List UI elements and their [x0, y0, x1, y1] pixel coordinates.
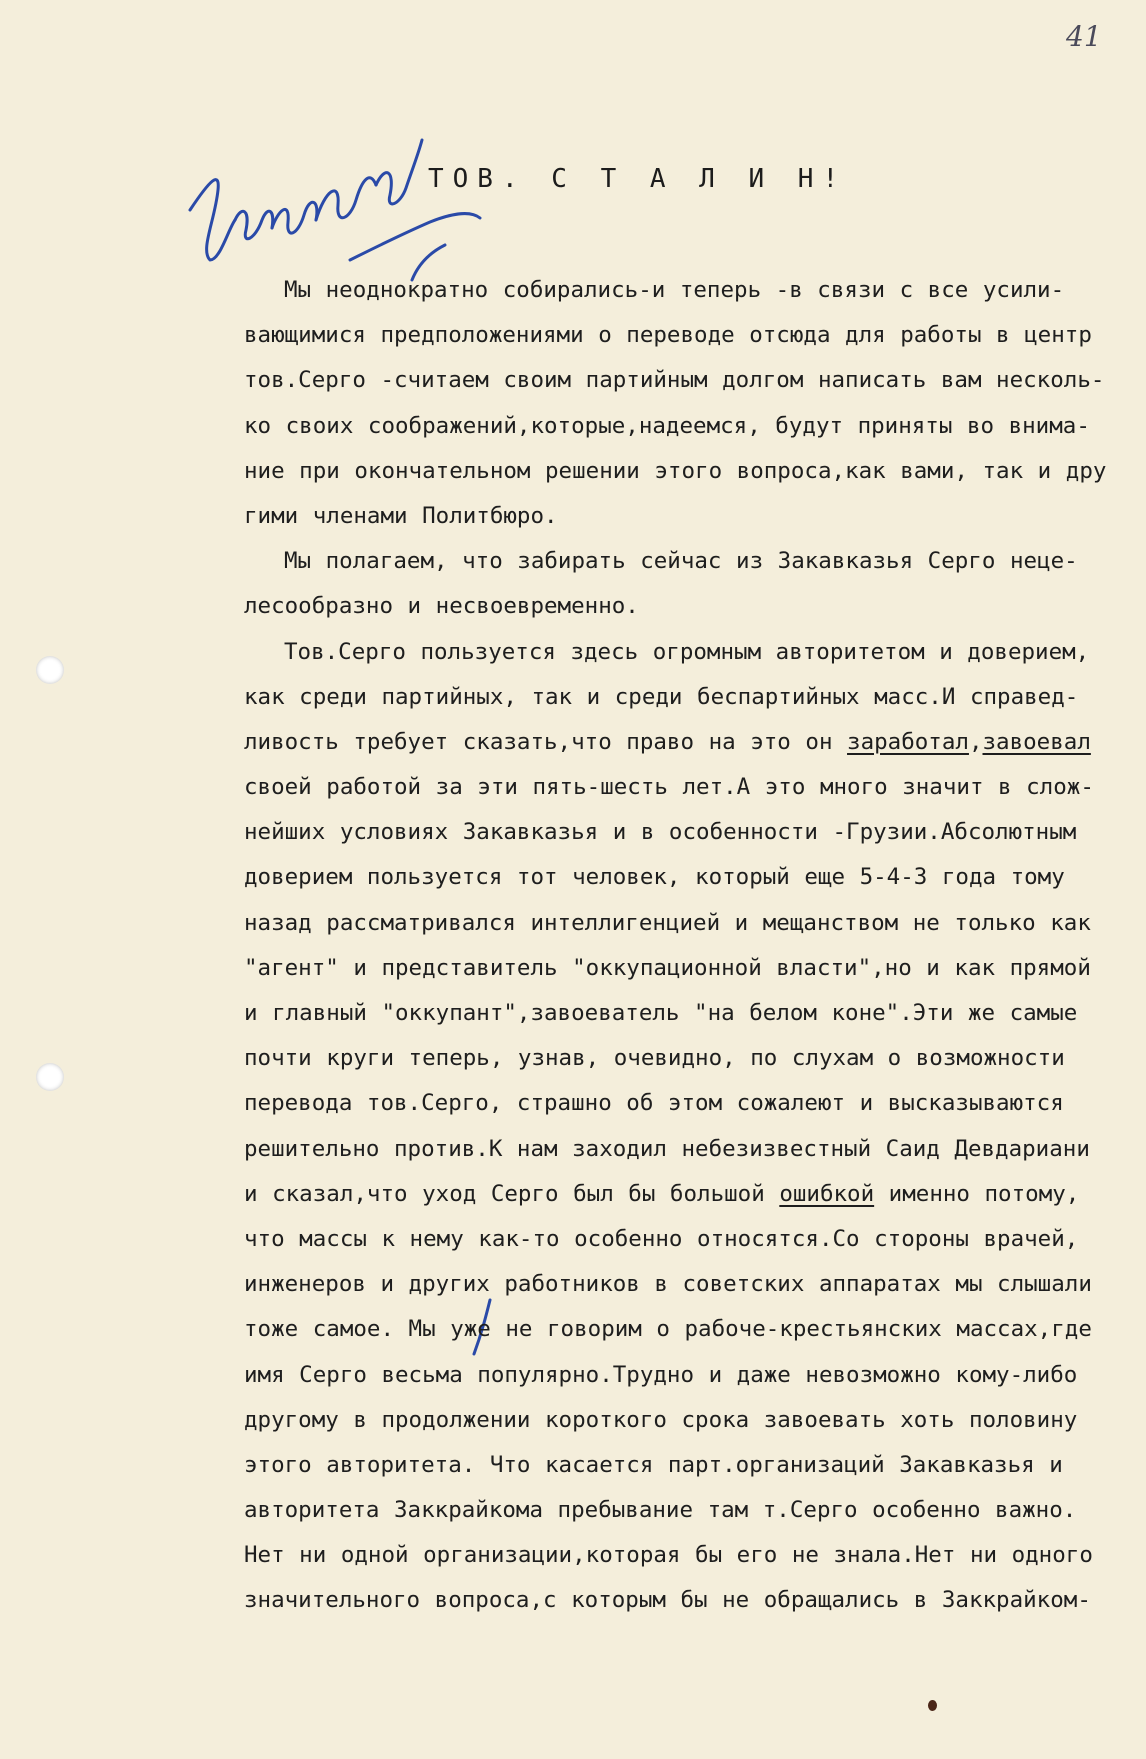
- text-line: что массы к нему как-то особенно относятся.Со стороны врачей,: [244, 1225, 1079, 1252]
- text-line: Нет ни одной организации,которая бы его не знала.Нет ни одного: [244, 1542, 1093, 1569]
- punch-hole: [36, 1063, 64, 1091]
- letter-heading: ТОВ. С Т А Л И Н!: [428, 164, 848, 194]
- text-line: тов.Серго -считаем своим партийным долгом написать вам несколь-: [244, 367, 1105, 394]
- text-line: своей работой за эти пять-шесть лет.А это много значит в слож-: [244, 774, 1094, 801]
- text-line: инженеров и других работников в советских аппаратах мы слышали: [244, 1271, 1092, 1298]
- text-line: ливость требует сказать,что право на это он заработал,завоевал: [244, 728, 1091, 755]
- text-line: тоже самое. Мы уже не говорим о рабоче-крестьянских массах,где: [244, 1316, 1092, 1343]
- text-line: почти круги теперь, узнав, очевидно, по слухам о возможности: [244, 1045, 1065, 1072]
- text-line: Тов.Серго пользуется здесь огромным авторитетом и доверием,: [284, 638, 1090, 665]
- text-line: авторитета Заккрайкома пребывание там т.Серго особенно важно.: [244, 1497, 1077, 1524]
- text-line: решительно против.К нам заходил небезизвестный Саид Девдариани: [244, 1135, 1090, 1162]
- text-line: Мы неоднократно собирались-и теперь -в связи с все усили-: [284, 277, 1065, 303]
- ink-spot: [928, 1700, 937, 1711]
- text-line: "агент" и представитель "оккупационной власти",но и как прямой: [244, 954, 1091, 981]
- text-line: гими членами Политбюро.: [244, 502, 558, 529]
- text-segment: ливость требует сказать,что право на это он: [244, 728, 848, 755]
- text-line: перевода тов.Серго, страшно об этом сожалеют и высказываются: [244, 1090, 1064, 1117]
- text-line: Мы полагаем, что забирать сейчас из Закавказья Серго неце-: [284, 548, 1078, 575]
- text-segment: и сказал,что уход Серго был бы большой: [244, 1180, 780, 1207]
- underlined-word: завоевал: [982, 728, 1091, 755]
- page-number: 41: [1066, 20, 1102, 53]
- letter-body: [244, 268, 1124, 1624]
- underlined-word: заработал: [847, 728, 969, 755]
- underlined-word: ошибкой: [779, 1180, 875, 1207]
- text-line: как среди партийных, так и среди беспартийных масс.И справед-: [244, 683, 1079, 710]
- text-line: этого авторитета. Что касается парт.организаций Закавказья и: [244, 1451, 1063, 1478]
- text-line: другому в продолжении короткого срока завоевать хоть половину: [244, 1406, 1078, 1433]
- punch-hole: [36, 656, 64, 684]
- text-segment: именно потому,: [874, 1180, 1080, 1207]
- text-line: [244, 1172, 1124, 1217]
- text-line: имя Серго весьма популярно.Трудно и даже невозможно кому-либо: [244, 1361, 1078, 1388]
- text-line: лесообразно и несвоевременно.: [244, 593, 639, 620]
- text-line: ние при окончательном решении этого вопроса,как вами, так и дру: [244, 457, 1107, 484]
- text-line: назад рассматривался интеллигенцией и мещанством не только как: [244, 909, 1091, 936]
- text-line: значительного вопроса,с которым бы не обращались в Заккрайком-: [244, 1587, 1091, 1614]
- text-line: и главный "оккупант",завоеватель "на белом коне".Эти же самые: [244, 1000, 1078, 1026]
- text-line: доверием пользуется тот человек, который еще 5-4-3 года тому: [244, 864, 1065, 891]
- text-line: вающимися предположениями о переводе отсюда для работы в центр: [244, 322, 1092, 349]
- text-line: нейших условиях Закавказья и в особенности -Грузии.Абсолютным: [244, 819, 1077, 846]
- text-line: ко своих соображений,которые,надеемся, будут приняты во внима-: [244, 412, 1090, 439]
